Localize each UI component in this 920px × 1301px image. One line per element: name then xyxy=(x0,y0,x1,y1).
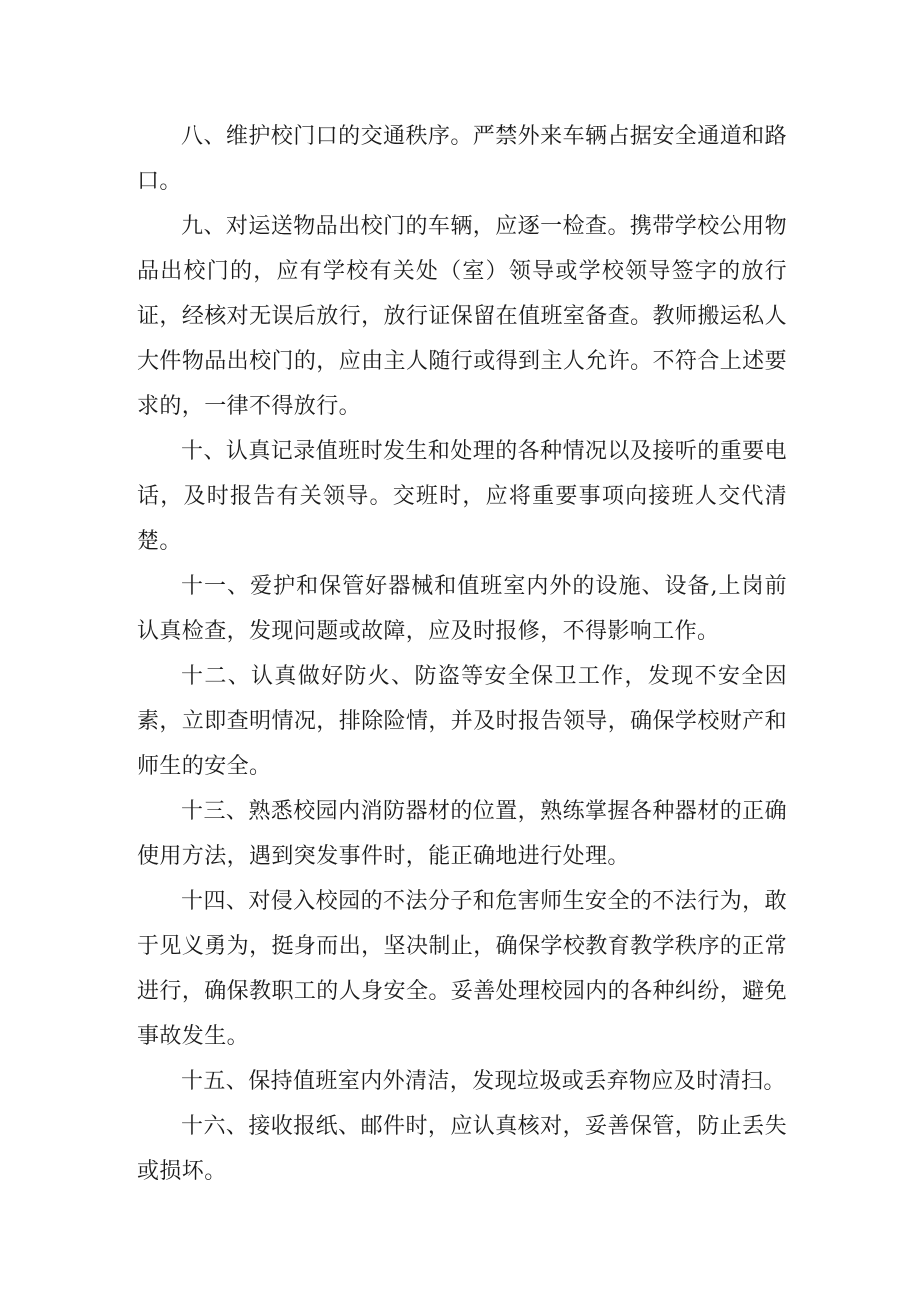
paragraph-16: 十六、接收报纸、邮件时，应认真核对，妥善保管，防止丢失或损坏。 xyxy=(137,1114,787,1184)
paragraph-14: 十四、对侵入校园的不法分子和危害师生安全的不法行为，敢于见义勇为，挺身而出，坚决制止，确保学校教育教学秩序的正常进行，确保教职工的人身安全。妥善处理校园内的各种纠纷，避免事故发生。 xyxy=(137,889,787,1049)
document-body xyxy=(137,114,787,1194)
paragraph-11: 十一、爱护和保管好器械和值班室内外的设施、设备,上岗前认真检查，发现问题或故障，应及时报修，不得影响工作。 xyxy=(137,574,787,644)
paragraph-8: 八、维护校门口的交通秩序。严禁外来车辆占据安全通道和路口。 xyxy=(137,124,787,194)
paragraph-9: 九、对运送物品出校门的车辆，应逐一检查。携带学校公用物品出校门的，应有学校有关处（室）领导或学校领导签字的放行证，经核对无误后放行，放行证保留在值班室备查。教师搬运私人大件物品出校门的，应由主人随行或得到主人允许。不符合上述要求的，一律不得放行。 xyxy=(137,214,787,419)
paragraph-15: 十五、保持值班室内外清洁，发现垃圾或丢弃物应及时清扫。 xyxy=(181,1069,786,1094)
paragraph-12: 十二、认真做好防火、防盗等安全保卫工作，发现不安全因素，立即查明情况，排除险情，并及时报告领导，确保学校财产和师生的安全。 xyxy=(137,664,787,779)
paragraph-10: 十、认真记录值班时发生和处理的各种情况以及接听的重要电话，及时报告有关领导。交班时，应将重要事项向接班人交代清楚。 xyxy=(137,439,787,554)
paragraph-13: 十三、熟悉校园内消防器材的位置，熟练掌握各种器材的正确使用方法，遇到突发事件时，能正确地进行处理。 xyxy=(137,799,787,869)
